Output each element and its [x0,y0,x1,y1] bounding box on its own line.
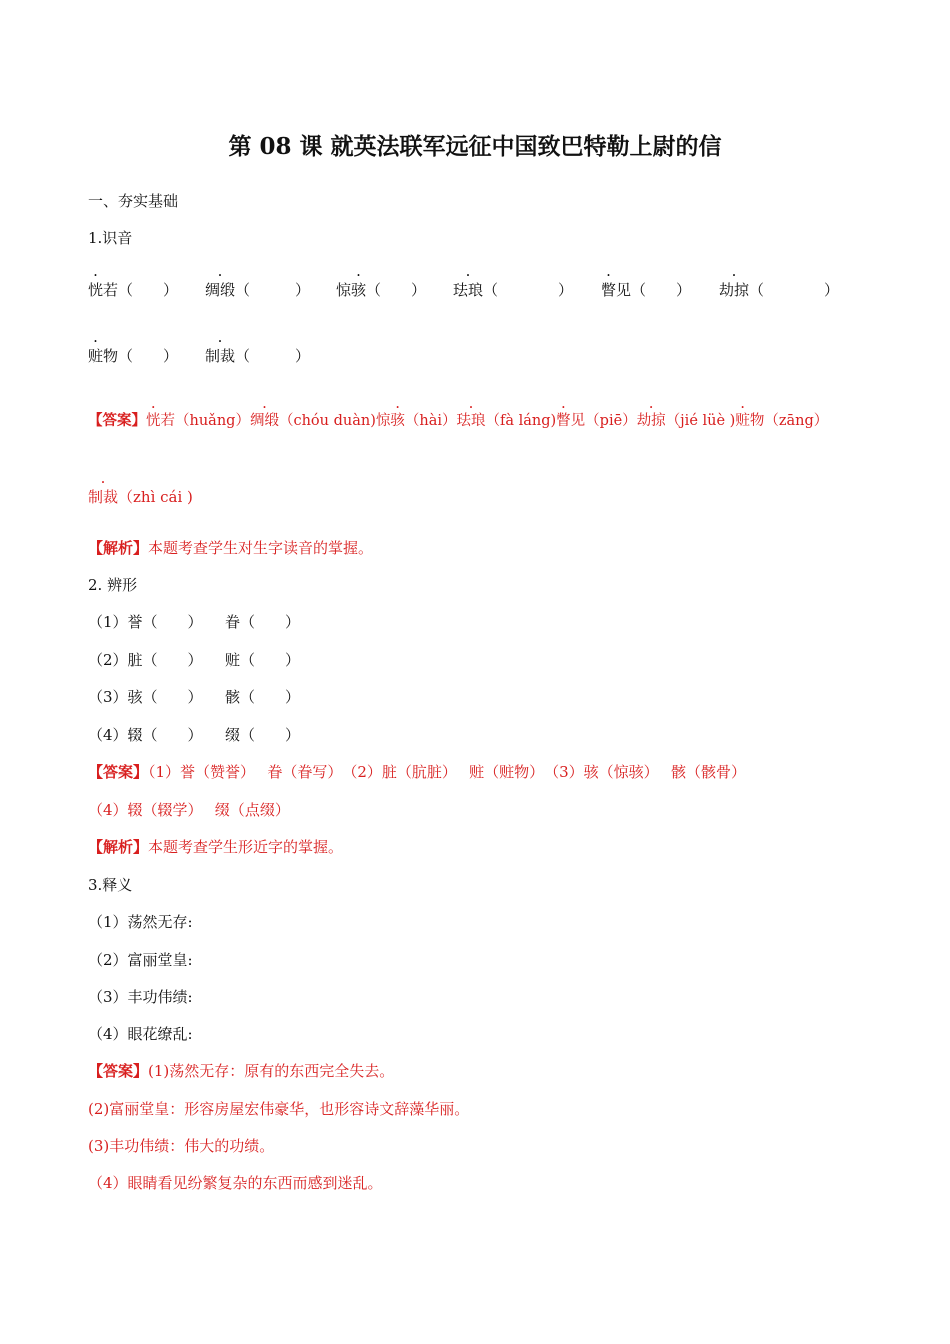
question-1-heading: 1.识音 [88,229,133,247]
list-item: （1）荡然无存: [88,913,193,931]
list-item: （3）骇（ ） 骸（ ） [88,688,301,706]
section-heading: 一、夯实基础 [88,192,179,210]
question-2-heading: 2. 辨形 [88,576,138,594]
answer-3-line-3: (3)丰功伟绩：伟大的功绩。 [88,1137,275,1155]
answer-1-line-2: 制裁（zhì cái ) [88,488,193,506]
list-item: （1）誉（ ） 眷（ ） [88,613,301,631]
pinyin-item: 绸缎（ ） [205,281,311,299]
answer-2-line-1: 【答案】（1）誉（赞誉） 眷（眷写） （2）脏（肮脏） 赃（赃物） （3）骇（惊骇） 骸（骸骨） [88,763,746,781]
analysis-2: 【解析】本题考查学生形近字的掌握。 [88,838,344,856]
pinyin-item: 惊骇（ ） [336,281,427,299]
question-3-heading: 3.释义 [88,876,133,894]
pinyin-item: 珐琅（ ） [453,281,574,299]
analysis-1: 【解析】本题考查学生对生字读音的掌握。 [88,539,374,557]
pinyin-item: 制裁（ ） [205,347,311,365]
pinyin-item: 恍若（ ） [88,281,179,299]
answer-3-line-2: (2)富丽堂皇：形容房屋宏伟豪华，也形容诗文辞藻华丽。 [88,1100,470,1118]
answer-1-line-1: 【答案】恍若（huǎng）绸缎（chóu duàn)惊骇（hài）珐琅（fà láng)瞥见（piē）劫掠（jié lüè )赃物（zāng） [88,412,829,429]
pinyin-item: 劫掠（ ） [719,281,840,299]
list-item: （3）丰功伟绩: [88,988,193,1006]
answer-3-line-4: （4）眼睛看见纷繁复杂的东西而感到迷乱。 [88,1174,383,1192]
answer-3-line-1: 【答案】(1)荡然无存：原有的东西完全失去。 [88,1062,395,1080]
list-item: （2）富丽堂皇: [88,951,193,969]
answer-2-line-2: （4）辍（辍学） 缀（点缀） [88,801,290,819]
list-item: （2）脏（ ） 赃（ ） [88,651,301,669]
list-item: （4）辍（ ） 缀（ ） [88,726,301,744]
page-title: 第 08 课 就英法联军远征中国致巴特勒上尉的信 [228,133,722,160]
pinyin-item: 瞥见（ ） [601,281,692,299]
list-item: （4）眼花缭乱: [88,1025,193,1043]
pinyin-item: 赃物（ ） [88,347,179,365]
